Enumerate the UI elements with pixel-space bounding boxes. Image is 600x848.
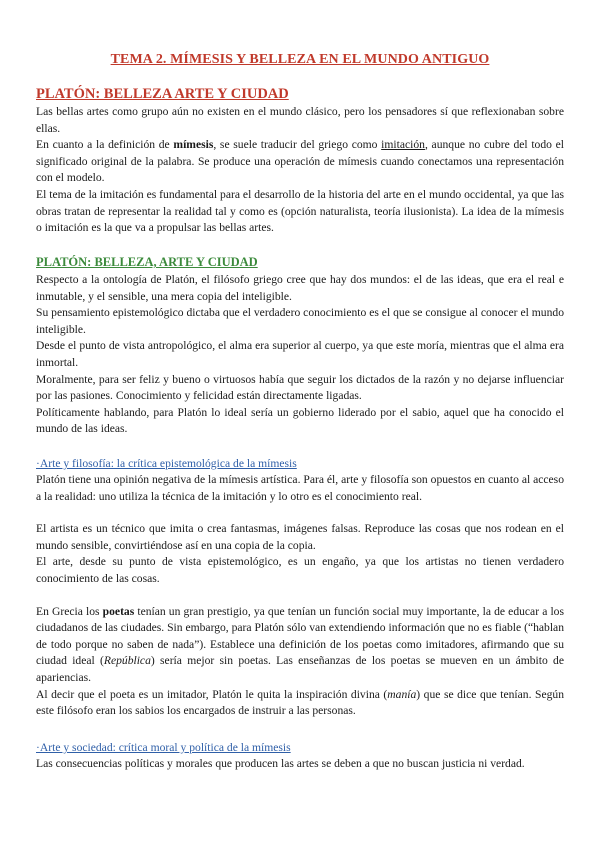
subsection-heading-arte-filosofia: ·Arte y filosofía: la crítica epistemológica de la mímesis (36, 457, 297, 470)
paragraph: El artista es un técnico que imita o crea fantasmas, imágenes falsas. Reproduce las cosas que nos rodean en el mundo sensible, convirtiéndose así en una copia de la copia. (36, 522, 564, 552)
section-heading-platon-1: PLATÓN: BELLEZA ARTE Y CIUDAD (36, 86, 289, 102)
text-run: En cuanto a la definición de (36, 138, 174, 152)
text-run: En Grecia los (36, 604, 103, 618)
paragraph: Moralmente, para ser feliz y bueno o virtuosos había que seguir los dictados de la razón y no dejarse influenciar por las pasiones. Conocimiento y felicidad están directamente ligadas. (36, 372, 564, 403)
paragraph-mimesis-definition (36, 137, 564, 187)
text-run: ) sería mejor sin poetas. Las enseñanzas de los poetas se mueven en un ámbito de apariencias. (36, 654, 565, 684)
paragraph: Platón tiene una opinión negativa de la mímesis artística. Para él, arte y filosofía son opuestos en cuanto al acceso a la realidad: uno utiliza la técnica de la imitación y lo otro es el conocimiento real. (36, 473, 564, 503)
paragraph: El arte, desde su punto de vista epistemológico, es un engaño, ya que los artistas no tienen verdadero conocimiento de las cosas. (36, 555, 564, 585)
section-heading-platon-2: PLATÓN: BELLEZA, ARTE Y CIUDAD (36, 255, 258, 269)
text-run: tenían un gran prestigio, ya que tenían un función social muy importante, la de educar a los ciudadanos de las ciudades. Sin embargo, para Platón sólo van extendiendo información que no es fiable (“hablan de todo porque no saben de nada”). Establece una definición de los poetas como imitadores, afirmando que su ciudad ideal ( (36, 604, 564, 668)
text-run: ) que se dice que tenían. Según este filósofo eran los sabios los encargados de instruir a las personas. (36, 687, 564, 718)
term-mimesis: mímesis (173, 138, 214, 152)
term-imitacion: imitación (381, 138, 425, 152)
section-1-body (36, 104, 564, 237)
paragraph: Las bellas artes como grupo aún no existen en el mundo clásico, pero los pensadores sí que reflexionaban sobre ellas. (36, 105, 564, 135)
document-title: TEMA 2. MÍMESIS Y BELLEZA EN EL MUNDO ANTIGUO (110, 52, 490, 67)
subsection-heading-arte-sociedad: ·Arte y sociedad: crítica moral y política de la mímesis (36, 741, 291, 754)
paragraph: Su pensamiento epistemológico dictaba que el verdadero conocimiento es el que se consigue al conocer el mundo inteligible. (36, 306, 564, 336)
paragraph: Respecto a la ontología de Platón, el filósofo griego cree que hay dos mundos: el de las ideas, que era el real e inmutable, y el sensible, una mera copia del inteligible. (36, 273, 564, 303)
paragraph: El tema de la imitación es fundamental para el desarrollo de la historia del arte en el mundo occidental, ya que las obras tratan de representar la realidad tal y como es (opción naturalista, teoría ilusionista). La idea de la mímesis o imitación es la que va a propulsar las bellas artes. (36, 187, 564, 235)
paragraph: Políticamente hablando, para Platón lo ideal sería un gobierno liderado por el sabio, aquel que ha conocido el mundo de las ideas. (36, 405, 564, 436)
paragraph-mania (36, 687, 564, 720)
term-poetas: poetas (102, 604, 135, 618)
paragraph: Desde el punto de vista antropológico, el alma era superior al cuerpo, ya que este moría, mientras que el alma era inmortal. (36, 339, 564, 369)
term-republica: República (103, 654, 151, 668)
text-run: , aunque no cubre del todo el significado original de la palabra. Se produce una operación de mímesis cuando conectamos una representación con el modelo. (36, 138, 564, 185)
section-4-body (36, 756, 564, 773)
paragraph: Las consecuencias políticas y morales que producen las artes se deben a que no buscan justicia ni verdad. (36, 757, 525, 770)
term-mania: manía (387, 687, 417, 701)
paragraph-poetas (36, 604, 564, 687)
section-3-body (36, 472, 564, 720)
text-run: , se suele traducir del griego como (213, 138, 382, 152)
text-run: Al decir que el poeta es un imitador, Platón le quita la inspiración divina ( (36, 687, 388, 701)
section-2-body (36, 272, 564, 438)
